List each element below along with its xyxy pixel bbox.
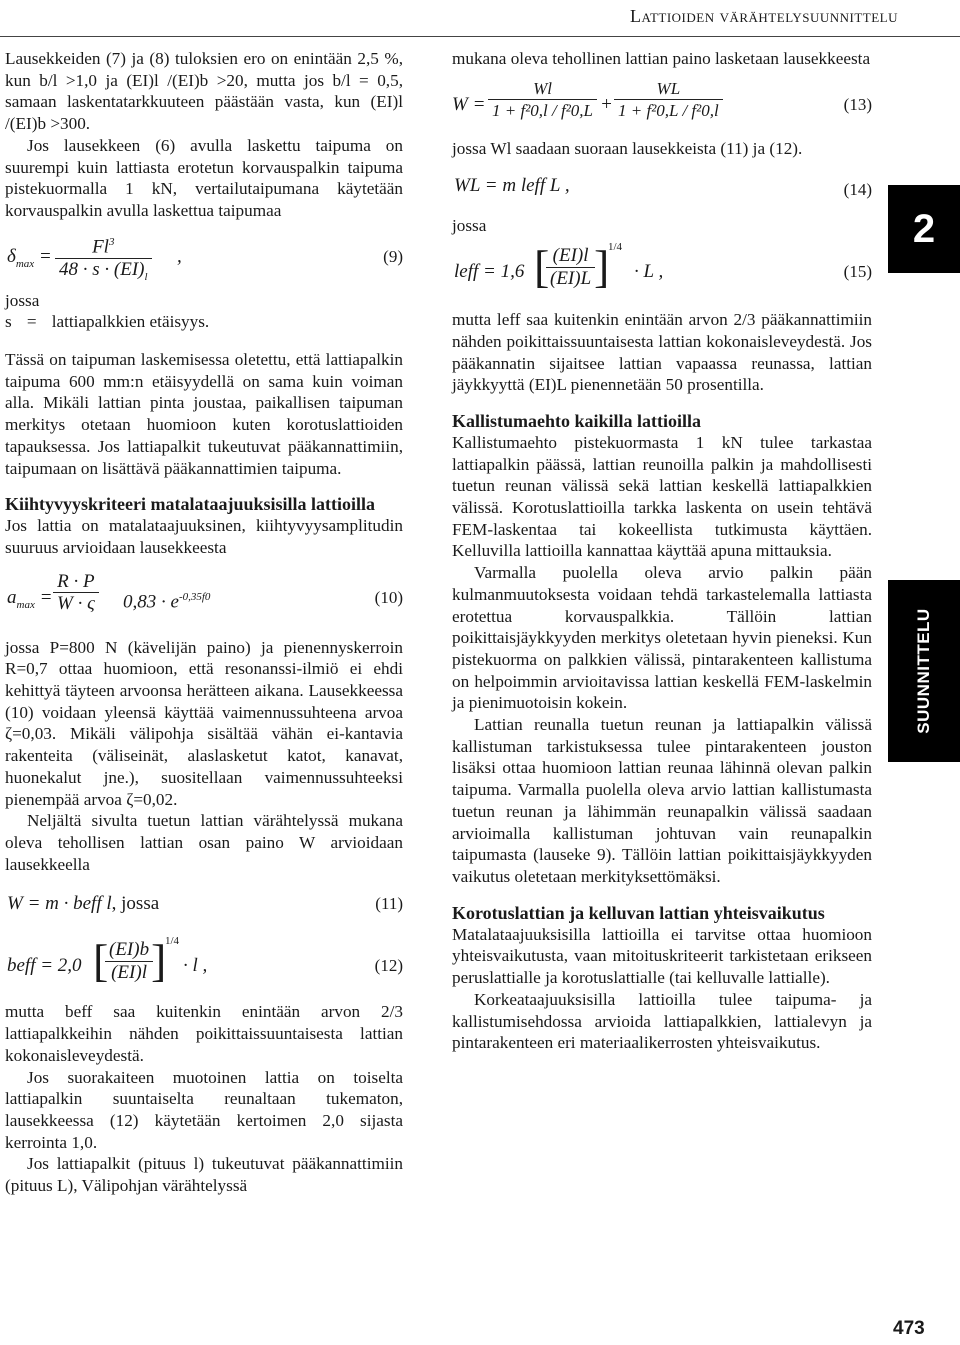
paragraph: jossa P=800 N (kävelijän paino) ja pienennyskerroin R=0,7 ottaa huomioon, että resonanssi-ilmiö ei ehdi kehittyä täyteen arvoonsa herätteen aikana. Lausekkeessa (10) voidaan yleensä käyttää vaimennussuhteena arvoa ζ=0,03. Mikäli välipohja sisältää vähän ei-kantavia rakenteita (väliseinät, alaslasketut katot, kanavat, huonekalut jne.), suositellaan vaimennussuhteeksi pienempää arvoa ζ=0,02. — [5, 637, 403, 809]
paragraph: Varmalla puolella oleva arvio palkin pään kulmanmuutoksesta voidaan tehdä tarkastelemalla lattiasta erotettua korvauspalkkia. Tällöin lattian poikittaisjäykkyyden merkitys oletetaan hyvin pieneksi. Kun pistekuorma on palkkien välissä, pintarakenteen kallistuma on helpoimmin arvioitavissa lattian keskellä FEM-laskelmin ja pienimuotoisin kokein. — [452, 563, 872, 713]
paragraph: mutta beff saa kuitenkin enintään arvon 2/3 lattiapalkkeihin nähden poikittaissuuntaisesta lattian kokonaisleveydestä. — [5, 1002, 403, 1065]
equation-label: (13) — [843, 94, 872, 114]
header-title: Lattioiden värähtelysuunnittelu — [630, 6, 898, 26]
paragraph: Neljältä sivulta tuetun lattian värähtelyssä mukana oleva tehollisen lattian osan paino W arvioidaan lausekkeella — [5, 811, 403, 874]
equation-label: (14) — [843, 180, 872, 200]
paragraph: Kallistumaehto pistekuormasta 1 kN tulee tarkastaa lattiapalkin päässä, lattian reunoilla palkin ja mahdollisesti tuetun reunan välissä sekä lattian keskellä lattiapalkkien välissä. Korotuslattioilla tarkka laskenta on usein tehtävä FEM-laskentaa tai kokeellista tutkimusta käyttäen. Kelluvilla lattioilla kannattaa käyttää apuna mittauksia. — [452, 432, 872, 561]
equation-12: beff = 2,0 [ $\frac{(EI)b}{(EI)l}$ ] 1/4 · l , (12) — [7, 935, 403, 987]
paragraph: jossa Wl saadaan suoraan lausekkeista (11) ja (12). — [452, 138, 803, 158]
section-side-tab: SUUNNITTELU — [888, 580, 960, 762]
section-heading: Korotuslattian ja kelluvan lattian yhteisvaikutus — [452, 902, 825, 923]
equation-label: (15) — [843, 262, 872, 282]
equation-11: W = m · beff l, jossa (11) — [7, 893, 403, 915]
paragraph: Matalataajuuksisilla lattioilla ei tarvitse ottaa huomioon yhteisvaikutusta, vaan mitoituskriteerit tarkistetaan erikseen peruslattialle ja korotuslattialle (tai kelluvalle lattialle). — [452, 924, 872, 988]
paragraph: Jos lattia on matalataajuuksinen, kiihtyvyysamplitudin suuruus arvioidaan lausekkeesta — [5, 516, 403, 557]
equation-label: (9) — [383, 246, 403, 266]
equation-9: $\delta_{max}$ = $\frac{Fl^3}{48 \cdot s \cdot (EI)_l}$ , (9) — [5, 228, 403, 290]
right-column — [452, 48, 872, 1054]
section-heading: Kallistumaehto kaikilla lattioilla — [452, 410, 702, 431]
paragraph: Lausekkeiden (7) ja (8) tuloksien ero on enintään 2,5 %, kun b/l >1,0 ja (EI)l /(EI)b >20, mutta jos b/l = 0,5, samaan laskentatarkkuuteen päästään vasta, kun (EI)l /(EI)b >300. — [5, 49, 403, 134]
paragraph: Lattian reunalla tuetun reunan ja lattiapalkin välissä kallistuman tarkistuksessa tulee pintarakenteen jouston lisäksi ottaa huomioon lattian reunaa lähinnä olevan palkin taipuma. Varmalla puolella oleva arvio lattian kallistumasta tuetun reunan ja lähimmän reunapalkin välissä saadaan arvioimalla kallistuman johtuvan vain reunapalkin taipumasta (lauseke 9). Tällöin lattian poikittaisjäykkyyden vaikutus oletetaan merkityksettömäksi. — [452, 715, 872, 886]
paragraph: mutta leff saa kuitenkin enintään arvon 2/3 pääkannattimiin nähden poikittaissuuntaisesta lattian kokonaisleveydestä. Jos pääkannatin sijaitsee lattian vapaassa reunassa, lattian jäykkyyttä (EI)L pienennetään 50 prosentilla. — [452, 310, 872, 395]
section-heading: Kiihtyvyyskriteeri matalataajuuksisilla lattioilla — [5, 494, 375, 515]
left-column — [5, 48, 403, 1197]
equation-label: (11) — [375, 894, 403, 914]
equation-13: W = $\frac{Wl}{\text{1 + f²0,l / f²0,L}}$ + $\frac{WL}{\text{1 + f²0,L / f²0,l}}$ (13) — [452, 78, 872, 121]
equation-label: (10) — [374, 587, 403, 607]
jossa-label: jossa — [452, 216, 487, 236]
paragraph: Jos suorakaiteen muotoinen lattia on toiselta lattiapalkin suuntaiselta reunaltaan tukematon, lausekkeessa (12) käytetään kertoimen 2,0 sijasta kerrointa 1,0. — [5, 1067, 403, 1152]
running-header — [0, 0, 960, 37]
chapter-number-tab: 2 — [888, 185, 960, 273]
jossa-label: jossa — [5, 290, 40, 310]
equation-label: (12) — [374, 956, 403, 976]
paragraph: Jos lausekkeen (6) avulla laskettu taipuma on suurempi kuin lattiasta erotetun korvauspalkin taipuma pistekuormalla 1 kN, vertailutaipumana käytetään korvauspalkin avulla laskettua taipumaa — [5, 135, 403, 220]
paragraph: Jos lattiapalkit (pituus l) tukeutuvat pääkannattimiin (pituus L), Välipohjan värähtelyssä — [5, 1154, 403, 1196]
equation-15: leff = 1,6 [ $\frac{(EI)l}{(EI)L}$ ] 1/4 · L , (15) — [454, 241, 872, 293]
equation-14: WL = m leff L , (14) — [454, 175, 872, 200]
page-number: 473 — [893, 1318, 925, 1339]
paragraph: mukana oleva tehollinen lattian paino lasketaan lausekkeesta — [452, 49, 871, 68]
paragraph: Korkeataajuuksisilla lattioilla tulee taipuma- ja kallistumisehdossa arvioida lattiapalkkien, lattialevyn ja pintarakenteen eri materiaalikerrosten yhteisvaikutus. — [452, 989, 872, 1053]
paragraph: Tässä on taipuman laskemisessa oletettu, että lattiapalkin taipuma 600 mm:n etäisyydellä on sama kuin voiman alla. Mikäli lattian pinta joustaa, paikallisen taipuman merkitys otetaan huomioon kuten korotuslattioiden tapauksessa. Jos lattiapalkit tukeutuvat pääkannattimiin, taipumaan on lisättävä pääkannattimien taipuma. — [5, 350, 403, 478]
equation-10: $a_{max}$ = $\frac{R \cdot P}{W \cdot \varsigma}$ $0,83 \cdot e^{-0,35f0}$ (10) — [7, 570, 403, 615]
definition-s: s = lattiapalkkien etäisyys. — [5, 312, 210, 332]
